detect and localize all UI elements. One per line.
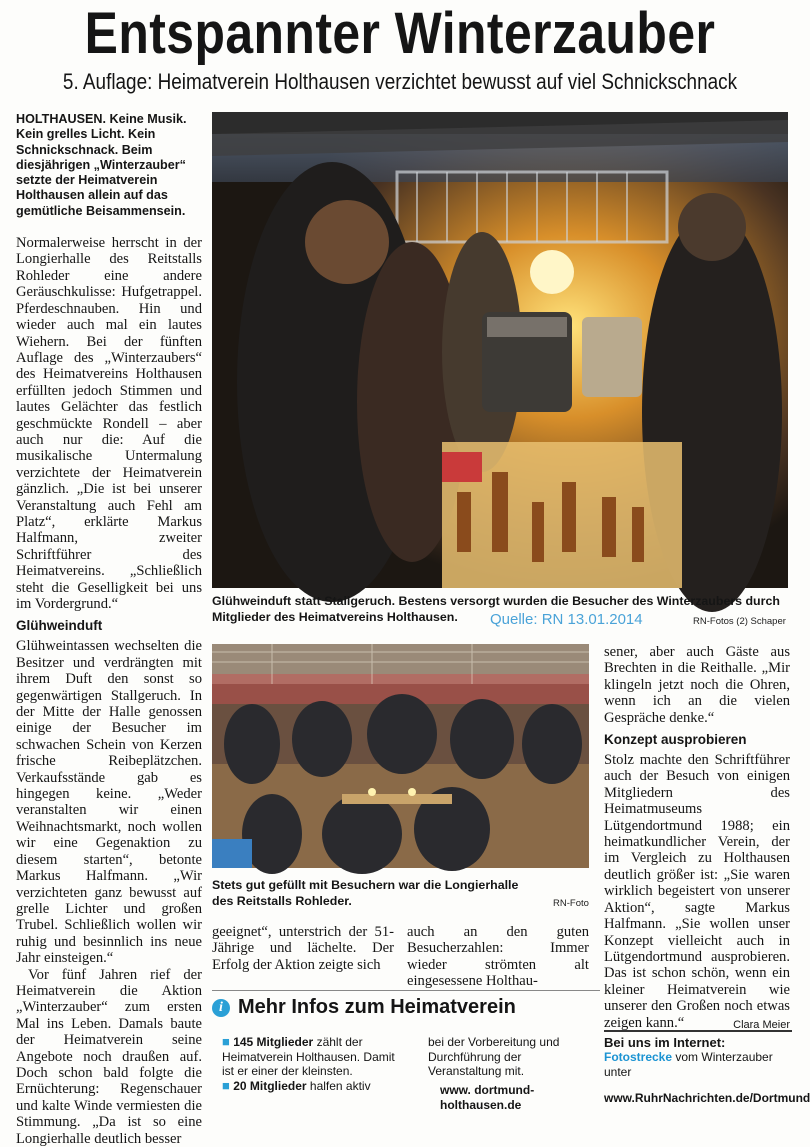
info-icon: i: [212, 999, 230, 1017]
section-heading: Konzept ausprobieren: [604, 732, 747, 748]
lead-paragraph: HOLTHAUSEN. Keine Musik. Kein grelles Licht. Kein Schnickschnack. Beim diesjährigen „Winterzauber“ setzte der Heimatverein Holthausen allein auf das gemütliche Beisammensein.: [16, 112, 187, 218]
column-4: [604, 644, 790, 1031]
headline: Entspannter Winterzauber: [84, 1, 716, 66]
internet-box: [604, 1030, 810, 1106]
info-item-2-text: halfen aktiv: [306, 1079, 371, 1093]
photo2-credit: RN-Foto: [553, 898, 589, 909]
photo-gluehwein-stand: [212, 112, 788, 588]
fotostrecke-link[interactable]: Fotostrecke: [604, 1050, 673, 1064]
body-paragraph: Normalerweise herrscht in der Longierhalle des Reitstalls Rohleder eine andere Geräuschkulisse: Hufgetrappel. Pferdeschnauben. Hin und wieder auch mal ein lautes Wiehern. Bei der fünften Auflage des „Winterzaubers“ des Heimatvereins Holthausen erfüllten jedoch Stimmen und lautes Gelächter das festlich geschmückte Rondell – aber auch nur die: Auf die musikalische Untermalung verzichtete der Heimatverein gänzlich. „Die ist bei unserer Veranstaltung auch Fehl am Platz“, erklärte Markus Halfmann, zweiter Schriftführer des Heimatvereins. „Schließlich steht die Geselligkeit bei uns im Vordergrund.“: [16, 235, 202, 613]
column-2: geeignet“, unterstrich der 51-Jährige und lächelte. Der Erfolg der Aktion zeigte sich: [212, 924, 394, 973]
column-3: auch an den guten Besucherzahlen: Immer wieder strömten alt eingesessene Holthau-: [407, 924, 589, 990]
photo1-caption: Glühweinduft statt Stallgeruch. Bestens versorgt wurden die Besucher des Winterzaubers durch Mitglieder des Heimatvereins Holthausen.: [212, 594, 780, 624]
info-item-2-bold: 20 Mitglieder: [233, 1079, 307, 1093]
info-item-2: [222, 1079, 397, 1094]
author: Clara Meier: [733, 1018, 790, 1031]
internet-title: Bei uns im Internet:: [604, 1035, 726, 1050]
info-item-1: [222, 1035, 397, 1079]
internet-url[interactable]: www.RuhrNachrichten.de/Dortmund: [604, 1091, 810, 1105]
info-item-1-text: zählt der Heimatverein Holthausen. Damit ist er einer der kleinsten.: [222, 1035, 395, 1078]
info-box-title: Mehr Infos zum Heimatverein: [238, 996, 516, 1018]
body-paragraph: sener, aber auch Gäste aus Brechten in die Reithalle. „Mir klingeln jetzt noch die Ohren, wenn ich an die vielen Gespräche denke.“: [604, 644, 790, 726]
body-paragraph: Vor fünf Jahren rief der Heimatverein die Aktion „Winterzauber“ zum ersten Mal ins Leben. Damals baute der Heimatverein seine Angebote noch draußen auf. Doch schon bald folgte die Ernüchterung: Regenschauer und kalte Winde vermiesten die Stimmung. „Da ist so eine Longierhalle deutlich besser: [16, 966, 202, 1147]
bullet-square-icon: ■: [222, 1078, 230, 1093]
body-paragraph: Glühweintassen wechselten die Besitzer und verdrängten mit ihrem Duft den sonst so gegenwärtigen Stallgeruch. In der Mitte der Halle genossen einige der Besucher im schwachen Schein von Kerzen frische Reibeplätzchen. Verkaufsstände gab es hingegen keine. „Weder veranstalten wir einen Weihnachtsmarkt, noch wollen wir eine Gegenaktion zu diesem starten“, betonte Markus Halfmann. „Wir verzichteten ganz bewusst auf grelle Lichter und großen Trubel. Schließlich wollen wir ruhig und besinnlich ins neue Jahr einsteigen.“: [16, 638, 202, 967]
photo-longierhalle: [212, 644, 589, 868]
column-1: [16, 112, 202, 1147]
subheadline: 5. Auflage: Heimatverein Holthausen verzichtet bewusst auf viel Schnickschnack: [62, 69, 738, 94]
website-link[interactable]: www. dortmund-holthausen.de: [440, 1083, 535, 1112]
section-heading: Glühweinduft: [16, 618, 103, 634]
source-note: Quelle: RN 13.01.2014: [490, 611, 643, 628]
info-item-1-bold: 145 Mitglieder: [233, 1035, 314, 1049]
info-box: [212, 990, 600, 1112]
internet-text: [604, 1050, 792, 1079]
photo2-caption: Stets gut gefüllt mit Besuchern war die Longierhalle des Reitstalls Rohleder.: [212, 878, 519, 908]
internet-rest: vom Winterzauber unter: [604, 1050, 773, 1079]
bullet-square-icon: ■: [222, 1034, 230, 1049]
photo1-credit: RN-Fotos (2) Schaper: [693, 616, 786, 627]
body-paragraph: Stolz machte den Schriftführer auch der Besuch von einigen Mitgliedern des Heimatmuseums Lütgendortmund 1988; ein heimatkundlicher Verein, der im Vergleich zu Holthausen deutlich größer ist: „Sie waren wirklich begeistert von unserer Aktion“, sagte Markus Halfmann. „Sie wollen unser Konzept vielleicht auch in Lütgendortmund ausprobieren. Das ist schon schön, wenn ein kleiner Heimatverein wie unserer den Großen noch etwas zeigen kann.“: [604, 752, 790, 1031]
info-col2-text: bei der Vorbereitung und Durchführung der Veranstaltung mit.: [428, 1035, 560, 1078]
